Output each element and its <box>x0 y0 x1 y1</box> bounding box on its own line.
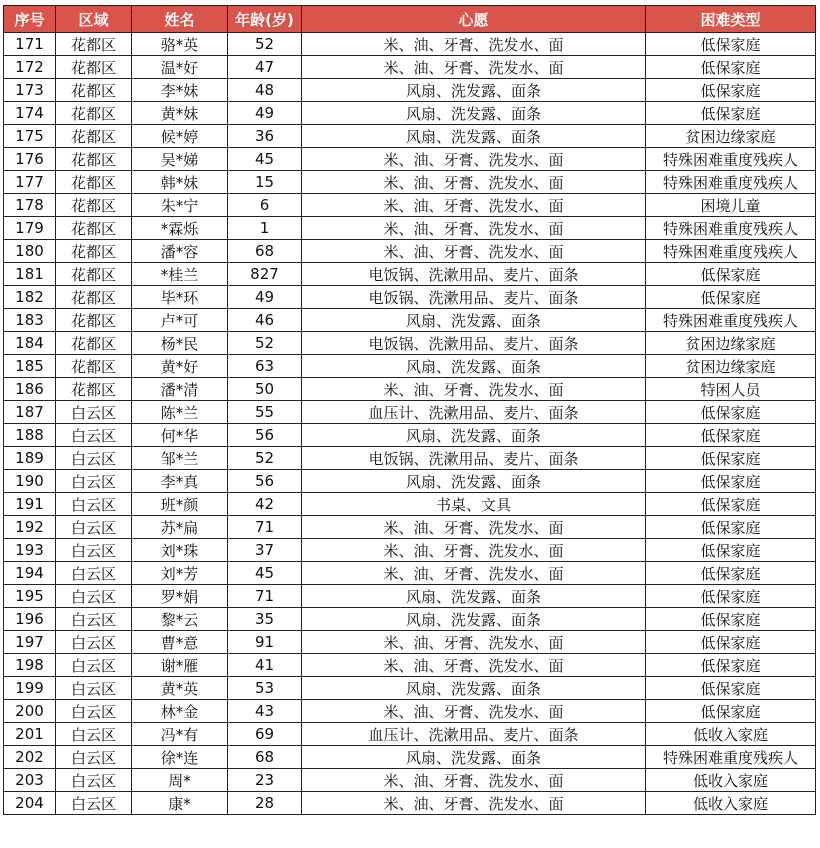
table-row <box>4 217 816 240</box>
cell-name: 康* <box>132 792 228 815</box>
cell-wish: 米、油、牙膏、洗发水、面 <box>302 33 646 56</box>
table-row <box>4 240 816 263</box>
cell-hardship-type: 低保家庭 <box>646 585 816 608</box>
cell-wish: 风扇、洗发露、面条 <box>302 470 646 493</box>
header-row <box>4 6 816 33</box>
cell-index: 176 <box>4 148 56 171</box>
cell-district: 花都区 <box>56 102 132 125</box>
cell-wish: 米、油、牙膏、洗发水、面 <box>302 769 646 792</box>
cell-index: 172 <box>4 56 56 79</box>
cell-index: 202 <box>4 746 56 769</box>
cell-name: 何*华 <box>132 424 228 447</box>
cell-index: 193 <box>4 539 56 562</box>
cell-age: 71 <box>228 585 302 608</box>
table-body <box>4 33 816 815</box>
cell-name: *霖烁 <box>132 217 228 240</box>
cell-district: 白云区 <box>56 424 132 447</box>
cell-wish: 米、油、牙膏、洗发水、面 <box>302 654 646 677</box>
cell-name: 黄*英 <box>132 677 228 700</box>
cell-hardship-type: 困境儿童 <box>646 194 816 217</box>
cell-hardship-type: 低保家庭 <box>646 263 816 286</box>
cell-hardship-type: 特殊困难重度残疾人 <box>646 217 816 240</box>
cell-district: 花都区 <box>56 378 132 401</box>
table-row <box>4 516 816 539</box>
cell-district: 白云区 <box>56 700 132 723</box>
cell-district: 白云区 <box>56 792 132 815</box>
cell-district: 花都区 <box>56 309 132 332</box>
cell-age: 41 <box>228 654 302 677</box>
cell-name: 黄*好 <box>132 355 228 378</box>
cell-wish: 风扇、洗发露、面条 <box>302 424 646 447</box>
cell-wish: 米、油、牙膏、洗发水、面 <box>302 792 646 815</box>
cell-name: 周* <box>132 769 228 792</box>
cell-district: 白云区 <box>56 516 132 539</box>
cell-name: 黄*妹 <box>132 102 228 125</box>
cell-name: 刘*芳 <box>132 562 228 585</box>
cell-index: 182 <box>4 286 56 309</box>
header-district: 区域 <box>56 6 132 33</box>
cell-district: 白云区 <box>56 493 132 516</box>
cell-wish: 米、油、牙膏、洗发水、面 <box>302 539 646 562</box>
cell-age: 47 <box>228 56 302 79</box>
cell-name: 林*金 <box>132 700 228 723</box>
cell-hardship-type: 低保家庭 <box>646 424 816 447</box>
cell-hardship-type: 特殊困难重度残疾人 <box>646 171 816 194</box>
cell-age: 42 <box>228 493 302 516</box>
cell-wish: 米、油、牙膏、洗发水、面 <box>302 148 646 171</box>
cell-hardship-type: 贫困边缘家庭 <box>646 332 816 355</box>
cell-wish: 米、油、牙膏、洗发水、面 <box>302 516 646 539</box>
header-age: 年龄(岁) <box>228 6 302 33</box>
cell-hardship-type: 特困人员 <box>646 378 816 401</box>
cell-index: 185 <box>4 355 56 378</box>
cell-hardship-type: 特殊困难重度残疾人 <box>646 309 816 332</box>
table-row <box>4 355 816 378</box>
cell-district: 花都区 <box>56 263 132 286</box>
cell-district: 白云区 <box>56 401 132 424</box>
cell-hardship-type: 贫困边缘家庭 <box>646 125 816 148</box>
cell-hardship-type: 特殊困难重度残疾人 <box>646 746 816 769</box>
cell-district: 花都区 <box>56 240 132 263</box>
cell-age: 37 <box>228 539 302 562</box>
cell-name: 徐*连 <box>132 746 228 769</box>
cell-name: 陈*兰 <box>132 401 228 424</box>
cell-name: 罗*娟 <box>132 585 228 608</box>
cell-index: 184 <box>4 332 56 355</box>
cell-age: 827 <box>228 263 302 286</box>
cell-name: 卢*可 <box>132 309 228 332</box>
table-row <box>4 608 816 631</box>
table-row <box>4 424 816 447</box>
cell-age: 63 <box>228 355 302 378</box>
cell-name: 曹*意 <box>132 631 228 654</box>
cell-hardship-type: 低收入家庭 <box>646 723 816 746</box>
table-row <box>4 309 816 332</box>
wish-list-table <box>3 5 816 815</box>
cell-wish: 电饭锅、洗漱用品、麦片、面条 <box>302 332 646 355</box>
cell-age: 68 <box>228 746 302 769</box>
table-row <box>4 79 816 102</box>
cell-age: 55 <box>228 401 302 424</box>
cell-wish: 风扇、洗发露、面条 <box>302 125 646 148</box>
cell-age: 45 <box>228 562 302 585</box>
cell-wish: 风扇、洗发露、面条 <box>302 102 646 125</box>
cell-name: 候*婷 <box>132 125 228 148</box>
table-row <box>4 148 816 171</box>
table-row <box>4 723 816 746</box>
table-row <box>4 286 816 309</box>
cell-age: 28 <box>228 792 302 815</box>
table-row <box>4 700 816 723</box>
table-row <box>4 332 816 355</box>
cell-name: 黎*云 <box>132 608 228 631</box>
table-row <box>4 539 816 562</box>
cell-district: 白云区 <box>56 631 132 654</box>
cell-hardship-type: 低保家庭 <box>646 286 816 309</box>
cell-index: 180 <box>4 240 56 263</box>
table-row <box>4 447 816 470</box>
cell-district: 花都区 <box>56 171 132 194</box>
cell-district: 白云区 <box>56 608 132 631</box>
cell-hardship-type: 低保家庭 <box>646 56 816 79</box>
cell-district: 白云区 <box>56 677 132 700</box>
cell-age: 15 <box>228 171 302 194</box>
cell-hardship-type: 低保家庭 <box>646 33 816 56</box>
cell-index: 177 <box>4 171 56 194</box>
cell-hardship-type: 低保家庭 <box>646 654 816 677</box>
cell-hardship-type: 低保家庭 <box>646 447 816 470</box>
table-row <box>4 769 816 792</box>
table-row <box>4 102 816 125</box>
table-row <box>4 56 816 79</box>
cell-age: 53 <box>228 677 302 700</box>
cell-name: 邹*兰 <box>132 447 228 470</box>
cell-index: 183 <box>4 309 56 332</box>
cell-district: 花都区 <box>56 355 132 378</box>
cell-wish: 书桌、文具 <box>302 493 646 516</box>
table-row <box>4 125 816 148</box>
cell-name: 韩*妹 <box>132 171 228 194</box>
cell-district: 花都区 <box>56 33 132 56</box>
table-row <box>4 631 816 654</box>
cell-index: 171 <box>4 33 56 56</box>
table-row <box>4 171 816 194</box>
cell-name: 班*颜 <box>132 493 228 516</box>
cell-index: 196 <box>4 608 56 631</box>
cell-index: 195 <box>4 585 56 608</box>
cell-hardship-type: 低收入家庭 <box>646 769 816 792</box>
cell-index: 179 <box>4 217 56 240</box>
cell-district: 白云区 <box>56 562 132 585</box>
cell-name: 吴*娣 <box>132 148 228 171</box>
cell-index: 199 <box>4 677 56 700</box>
header-wish: 心愿 <box>302 6 646 33</box>
cell-name: 温*好 <box>132 56 228 79</box>
cell-hardship-type: 低保家庭 <box>646 470 816 493</box>
cell-age: 35 <box>228 608 302 631</box>
table-row <box>4 677 816 700</box>
cell-name: 李*妹 <box>132 79 228 102</box>
cell-name: 潘*容 <box>132 240 228 263</box>
cell-index: 200 <box>4 700 56 723</box>
table-row <box>4 493 816 516</box>
cell-index: 204 <box>4 792 56 815</box>
cell-district: 白云区 <box>56 470 132 493</box>
cell-name: 潘*清 <box>132 378 228 401</box>
cell-district: 白云区 <box>56 447 132 470</box>
cell-name: 刘*珠 <box>132 539 228 562</box>
cell-wish: 电饭锅、洗漱用品、麦片、面条 <box>302 447 646 470</box>
cell-age: 56 <box>228 424 302 447</box>
cell-age: 49 <box>228 102 302 125</box>
cell-name: 冯*有 <box>132 723 228 746</box>
table-header <box>4 6 816 33</box>
cell-district: 白云区 <box>56 539 132 562</box>
table-row <box>4 401 816 424</box>
cell-index: 178 <box>4 194 56 217</box>
wish-list-table-container <box>3 5 816 815</box>
cell-district: 白云区 <box>56 585 132 608</box>
cell-district: 白云区 <box>56 769 132 792</box>
cell-index: 201 <box>4 723 56 746</box>
cell-district: 花都区 <box>56 332 132 355</box>
cell-name: 杨*民 <box>132 332 228 355</box>
table-row <box>4 562 816 585</box>
cell-wish: 米、油、牙膏、洗发水、面 <box>302 631 646 654</box>
cell-hardship-type: 低保家庭 <box>646 562 816 585</box>
cell-hardship-type: 贫困边缘家庭 <box>646 355 816 378</box>
cell-index: 189 <box>4 447 56 470</box>
cell-district: 白云区 <box>56 654 132 677</box>
cell-age: 46 <box>228 309 302 332</box>
cell-hardship-type: 低保家庭 <box>646 516 816 539</box>
header-name: 姓名 <box>132 6 228 33</box>
cell-hardship-type: 低保家庭 <box>646 79 816 102</box>
cell-age: 52 <box>228 33 302 56</box>
cell-wish: 米、油、牙膏、洗发水、面 <box>302 171 646 194</box>
cell-index: 198 <box>4 654 56 677</box>
cell-age: 36 <box>228 125 302 148</box>
cell-wish: 米、油、牙膏、洗发水、面 <box>302 700 646 723</box>
cell-age: 1 <box>228 217 302 240</box>
cell-wish: 风扇、洗发露、面条 <box>302 677 646 700</box>
cell-wish: 电饭锅、洗漱用品、麦片、面条 <box>302 263 646 286</box>
cell-district: 花都区 <box>56 194 132 217</box>
cell-age: 56 <box>228 470 302 493</box>
cell-index: 194 <box>4 562 56 585</box>
cell-index: 188 <box>4 424 56 447</box>
cell-index: 173 <box>4 79 56 102</box>
cell-index: 203 <box>4 769 56 792</box>
table-row <box>4 378 816 401</box>
cell-hardship-type: 低保家庭 <box>646 539 816 562</box>
table-row <box>4 194 816 217</box>
cell-district: 花都区 <box>56 125 132 148</box>
cell-name: 谢*雁 <box>132 654 228 677</box>
cell-wish: 血压计、洗漱用品、麦片、面条 <box>302 401 646 424</box>
cell-name: *桂兰 <box>132 263 228 286</box>
cell-district: 花都区 <box>56 56 132 79</box>
cell-district: 白云区 <box>56 746 132 769</box>
cell-name: 朱*宁 <box>132 194 228 217</box>
cell-age: 50 <box>228 378 302 401</box>
cell-wish: 血压计、洗漱用品、麦片、面条 <box>302 723 646 746</box>
cell-age: 68 <box>228 240 302 263</box>
cell-index: 174 <box>4 102 56 125</box>
cell-index: 187 <box>4 401 56 424</box>
cell-hardship-type: 低保家庭 <box>646 677 816 700</box>
cell-hardship-type: 低保家庭 <box>646 608 816 631</box>
cell-hardship-type: 低保家庭 <box>646 401 816 424</box>
cell-hardship-type: 低保家庭 <box>646 700 816 723</box>
cell-wish: 风扇、洗发露、面条 <box>302 79 646 102</box>
cell-wish: 米、油、牙膏、洗发水、面 <box>302 378 646 401</box>
cell-wish: 米、油、牙膏、洗发水、面 <box>302 194 646 217</box>
cell-age: 23 <box>228 769 302 792</box>
table-row <box>4 263 816 286</box>
cell-wish: 米、油、牙膏、洗发水、面 <box>302 240 646 263</box>
cell-age: 48 <box>228 79 302 102</box>
cell-name: 毕*环 <box>132 286 228 309</box>
table-row <box>4 654 816 677</box>
cell-hardship-type: 特殊困难重度残疾人 <box>646 240 816 263</box>
cell-name: 骆*英 <box>132 33 228 56</box>
cell-index: 197 <box>4 631 56 654</box>
cell-district: 花都区 <box>56 217 132 240</box>
cell-index: 181 <box>4 263 56 286</box>
table-row <box>4 470 816 493</box>
header-hardship-type: 困难类型 <box>646 6 816 33</box>
cell-age: 71 <box>228 516 302 539</box>
cell-name: 苏*扁 <box>132 516 228 539</box>
cell-age: 6 <box>228 194 302 217</box>
table-row <box>4 792 816 815</box>
cell-age: 91 <box>228 631 302 654</box>
cell-index: 191 <box>4 493 56 516</box>
cell-age: 45 <box>228 148 302 171</box>
header-index: 序号 <box>4 6 56 33</box>
cell-index: 186 <box>4 378 56 401</box>
cell-index: 190 <box>4 470 56 493</box>
cell-hardship-type: 特殊困难重度残疾人 <box>646 148 816 171</box>
cell-wish: 风扇、洗发露、面条 <box>302 746 646 769</box>
cell-age: 49 <box>228 286 302 309</box>
cell-hardship-type: 低保家庭 <box>646 102 816 125</box>
table-row <box>4 585 816 608</box>
cell-district: 花都区 <box>56 286 132 309</box>
cell-index: 192 <box>4 516 56 539</box>
cell-wish: 米、油、牙膏、洗发水、面 <box>302 562 646 585</box>
cell-wish: 电饭锅、洗漱用品、麦片、面条 <box>302 286 646 309</box>
cell-index: 175 <box>4 125 56 148</box>
cell-wish: 米、油、牙膏、洗发水、面 <box>302 56 646 79</box>
cell-wish: 风扇、洗发露、面条 <box>302 608 646 631</box>
cell-age: 69 <box>228 723 302 746</box>
table-row <box>4 33 816 56</box>
cell-age: 52 <box>228 332 302 355</box>
cell-age: 43 <box>228 700 302 723</box>
cell-wish: 风扇、洗发露、面条 <box>302 309 646 332</box>
cell-age: 52 <box>228 447 302 470</box>
cell-wish: 风扇、洗发露、面条 <box>302 585 646 608</box>
cell-name: 李*真 <box>132 470 228 493</box>
cell-district: 花都区 <box>56 79 132 102</box>
cell-hardship-type: 低保家庭 <box>646 631 816 654</box>
cell-district: 白云区 <box>56 723 132 746</box>
cell-hardship-type: 低收入家庭 <box>646 792 816 815</box>
table-row <box>4 746 816 769</box>
cell-wish: 米、油、牙膏、洗发水、面 <box>302 217 646 240</box>
cell-district: 花都区 <box>56 148 132 171</box>
cell-hardship-type: 低保家庭 <box>646 493 816 516</box>
cell-wish: 风扇、洗发露、面条 <box>302 355 646 378</box>
